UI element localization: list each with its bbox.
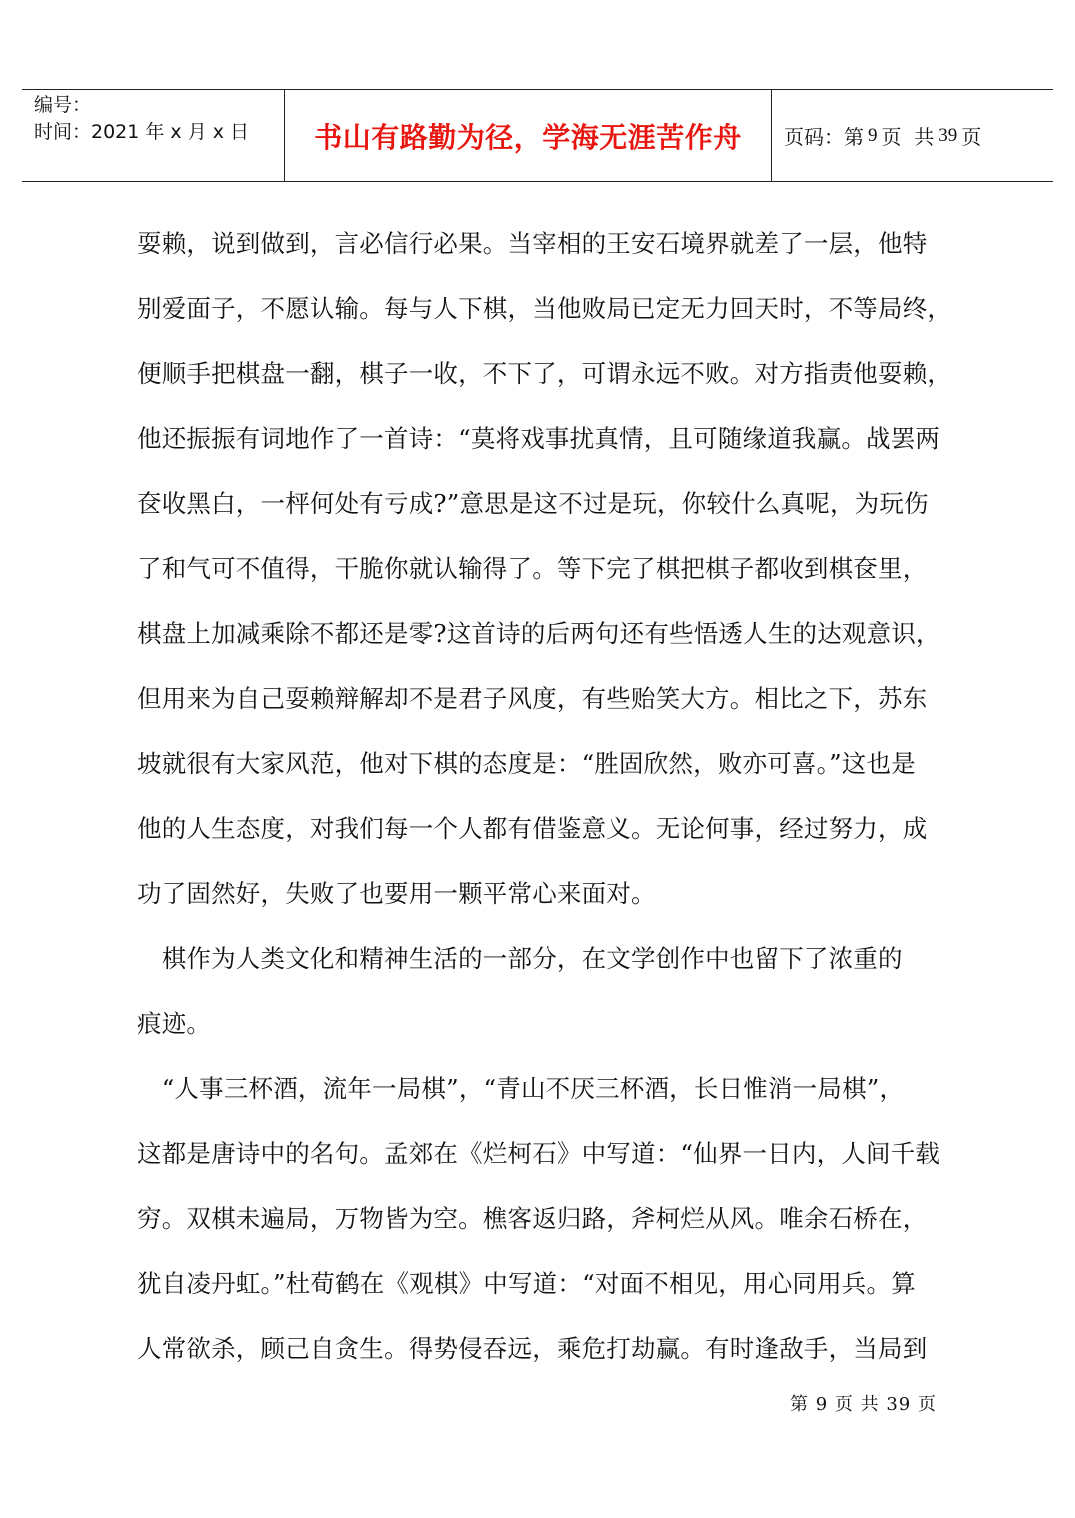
text-line: 但用来为自己耍赖辩解却不是君子风度，有些贻笑大方。相比之下，苏东	[137, 684, 928, 713]
text-line: 这都是唐诗中的名句。孟郊在《烂柯石》中写道：“仙界一日内，人间千载	[137, 1139, 941, 1168]
text-line: 痕迹。	[137, 1009, 212, 1038]
page-current: 9	[868, 124, 878, 146]
text-line: 他还振振有词地作了一首诗：“莫将戏事扰真情，且可随缘道我赢。战罢两	[137, 424, 941, 453]
page-suffix: 页	[961, 125, 982, 149]
text-line: 人常欲杀，顾己自贪生。得势侵吞远，乘危打劫赢。有时逢敌手，当局到	[137, 1334, 928, 1363]
header-motto: 书山有路勤为径，学海无涯苦作舟	[314, 120, 742, 154]
text-line: 奁收黑白，一枰何处有亏成?”意思是这不过是玩，你较什么真呢，为玩伤	[137, 489, 929, 518]
text-line: 便顺手把棋盘一翻，棋子一收，不下了，可谓永远不败。对方指责他耍赖，	[137, 359, 953, 388]
text-line: 了和气可不值得，干脆你就认输得了。等下完了棋把棋子都收到棋奁里，	[137, 554, 928, 583]
text-line: “人事三杯酒，流年一局棋”，“青山不厌三杯酒，长日惟消一局棋”，	[137, 1074, 905, 1103]
text-line: 功了固然好，失败了也要用一颗平常心来面对。	[137, 879, 656, 908]
header-motto-cell	[285, 90, 772, 181]
text-line: 棋盘上加减乘除不都还是零?这首诗的后两句还有些悟透人生的达观意识，	[137, 619, 941, 648]
page-mid: 页 共	[881, 125, 935, 149]
page-total: 39	[938, 124, 958, 146]
text-line: 穷。双棋未遍局，万物皆为空。樵客返归路，斧柯烂从风。唯余石桥在，	[137, 1204, 928, 1233]
page-footer: 第 9 页 共 39 页	[790, 1394, 937, 1415]
header-meta-cell	[22, 90, 285, 181]
body-text	[137, 211, 957, 1381]
text-line: 犹自凌丹虹。”杜荀鹤在《观棋》中写道：“对面不相见，用心同用兵。算	[137, 1269, 916, 1298]
header-page-cell	[772, 90, 1053, 181]
text-line: 他的人生态度，对我们每一个人都有借鉴意义。无论何事，经过努力，成	[137, 814, 928, 843]
text-line: 别爱面子，不愿认输。每与人下棋，当他败局已定无力回天时，不等局终，	[137, 294, 953, 323]
page-header	[22, 89, 1053, 182]
page-prefix: 页码：第	[784, 125, 864, 149]
document-date: 时间：2021 年 x 月 x 日	[34, 121, 250, 143]
document-number-label: 编号：	[34, 94, 92, 116]
text-line: 棋作为人类文化和精神生活的一部分，在文学创作中也留下了浓重的	[137, 944, 903, 973]
text-line: 耍赖，说到做到，言必信行必果。当宰相的王安石境界就差了一层，他特	[137, 229, 928, 258]
text-line: 坡就很有大家风范，他对下棋的态度是：“胜固欣然，败亦可喜。”这也是	[137, 749, 916, 778]
